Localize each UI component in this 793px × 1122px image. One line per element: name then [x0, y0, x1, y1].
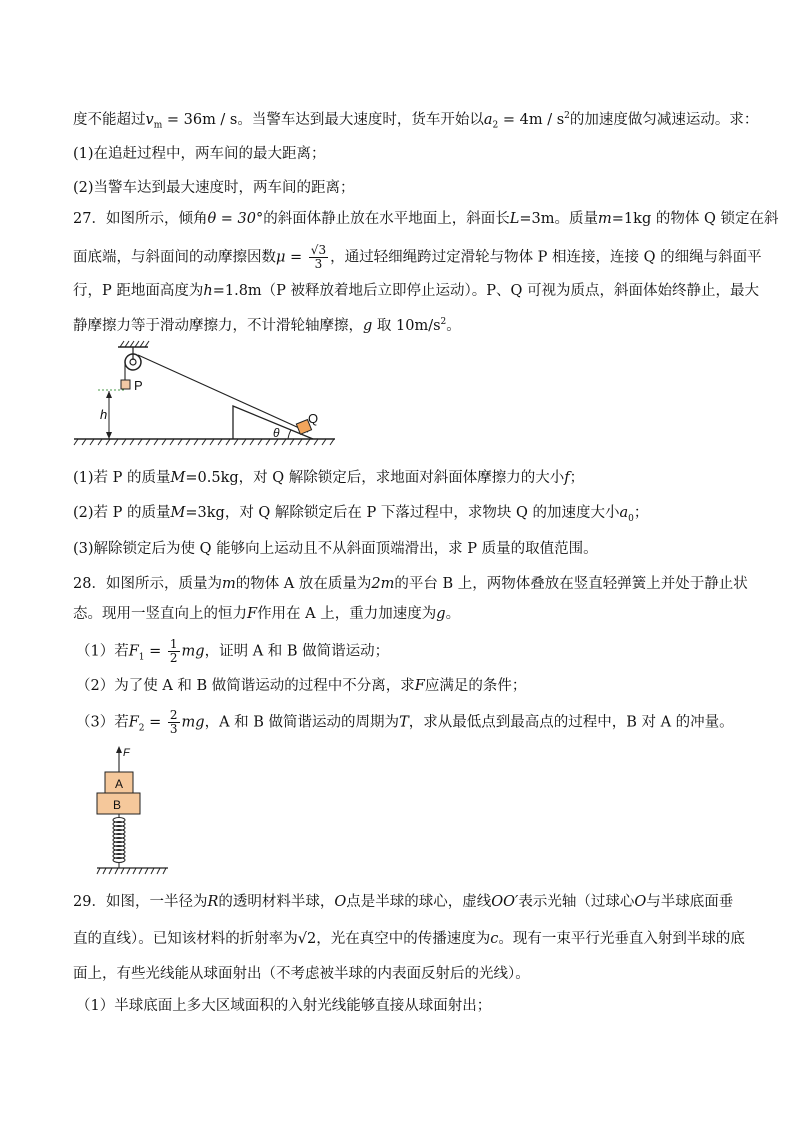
- text-line-1: 度不能超过$v_m = 36m / s$。当警车达到最大速度时，货车开始以$a_2 = 4m / s^2$的加速度做匀减速运动。求：: [73, 111, 759, 131]
- text-line-3: (2)当警车达到最大速度时，两车间的距离；: [73, 180, 355, 196]
- q28-line-2: 态。现用一竖直向上的恒力F作用在 A 上，重力加速度为g。: [73, 606, 461, 622]
- q29-line-1: 29．如图，一半径为R的透明材料半球，O点是半球的球心，虚线OO′表示光轴（过球心O与半球底面垂: [73, 894, 734, 910]
- spring-ground-hatch: [97, 868, 166, 874]
- q27-line-3: 行，P 距地面高度为h=1.8m（P 被释放着地后立即停止运动）。P、Q 可视为质点，斜面体始终静止，最大: [73, 283, 760, 299]
- q29-sub-1: （1）半球底面上多大区域面积的入射光线能够直接从球面射出；: [76, 998, 492, 1014]
- q28-sub-2: （2）为了使 A 和 B 做简谐运动的过程中不分离，求F应满足的条件；: [76, 678, 527, 694]
- q28-sub-1: （1）若$F_1$ = $\frac{1}{2}$ mg，证明 A 和 B 做简谐运动；: [76, 637, 390, 665]
- q27-line-2: 面底端，与斜面间的动摩擦因数μ = $\frac{√3}{3}$ ，通过轻细绳跨过定滑轮与物体 P 相连接，连接 Q 的细绳与斜面平: [73, 243, 762, 271]
- rope-to-q: [138, 355, 308, 432]
- label-theta: θ: [273, 426, 280, 440]
- q27-sub-3: (3)解除锁定后为使 Q 能够向上运动且不从斜面顶端滑出，求 P 质量的取值范围。: [73, 541, 598, 557]
- q28-line-1: 28．如图所示，质量为m的物体 A 放在质量为2m的平台 B 上，两物体叠放在竖直轻弹簧上并处于静止状: [73, 576, 748, 592]
- q27-line-4: 静摩擦力等于滑动摩擦力，不计滑轮轴摩擦，g 取 $10m/s^2$。: [73, 317, 461, 334]
- f1-fraction: $\frac{1}{2}$: [169, 637, 178, 665]
- label-a: A: [115, 777, 124, 791]
- q27-sub-2: (2)若 P 的质量M=3kg，对 Q 解除锁定后在 P 下落过程中，求物块 Q 的加速度大小$a_0$；: [73, 505, 649, 524]
- block-p: [121, 380, 130, 389]
- q28-sub-3: （3）若$F_2$ = $\frac{2}{3}$ mg，A 和 B 做简谐运动的周期为T，求从最低点到最高点的过程中，B 对 A 的冲量。: [76, 708, 734, 736]
- label-h: h: [100, 407, 108, 422]
- q29-line-3: 面上，有些光线能从球面射出（不考虑被半球的内表面反射后的光线）。: [73, 966, 530, 982]
- q29-line-2: 直的直线）。已知该材料的折射率为√2，光在真空中的传播速度为c。现有一束平行光垂直入射到半球的底: [73, 931, 745, 947]
- q27-line-1: 27．如图所示，倾角θ = 30°的斜面体静止放在水平地面上，斜面长L=3m。质量m=1kg 的物体 Q 锁定在斜: [73, 211, 779, 227]
- text-line-2: (1)在追赶过程中，两车间的最大距离；: [73, 146, 326, 162]
- angle-arc: [288, 430, 291, 439]
- label-b: B: [113, 798, 122, 812]
- spring-blocks-diagram: [92, 744, 172, 878]
- ground-hatch: [74, 439, 334, 445]
- label-q: Q: [308, 411, 319, 426]
- f2-fraction: $\frac{2}{3}$: [169, 708, 178, 736]
- incline-pulley-diagram: [70, 340, 340, 452]
- label-p: P: [134, 378, 143, 393]
- mu-fraction: $\frac{√3}{3}$: [310, 243, 327, 271]
- q27-sub-1: (1)若 P 的质量M=0.5kg，对 Q 解除锁定后，求地面对斜面体摩擦力的大小f；: [73, 470, 585, 486]
- label-f: F: [123, 747, 130, 759]
- spring: [113, 814, 125, 868]
- ceiling-hatch: [120, 341, 149, 347]
